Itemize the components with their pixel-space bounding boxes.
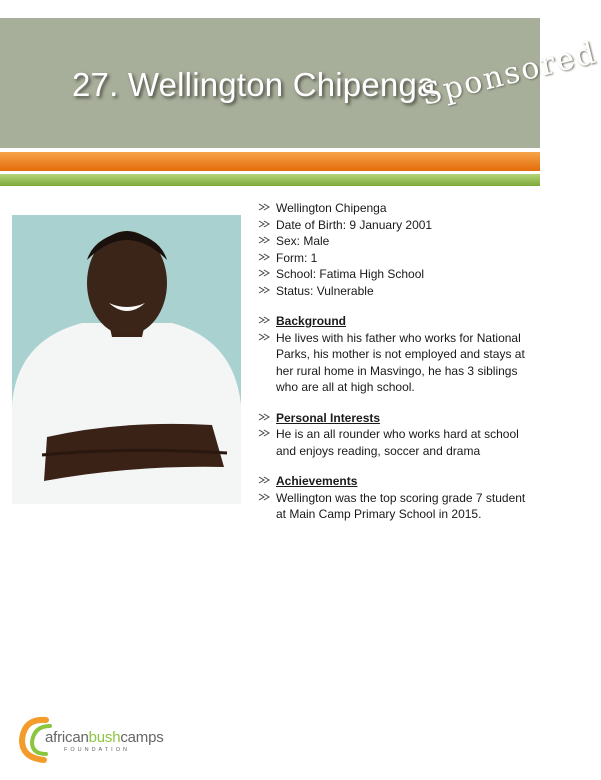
arrow-bullet-icon bbox=[258, 427, 270, 439]
list-item bbox=[258, 490, 530, 523]
arrow-bullet-icon bbox=[258, 474, 270, 486]
arrow-bullet-icon bbox=[258, 267, 270, 279]
list-item bbox=[258, 250, 530, 267]
school: School: Fatima High School bbox=[276, 267, 425, 281]
list-item bbox=[258, 426, 530, 459]
list-item bbox=[258, 410, 530, 427]
student-name: Wellington Chipenga bbox=[276, 201, 387, 215]
foundation-logo bbox=[16, 712, 176, 762]
list-item bbox=[258, 283, 530, 300]
sponsored-stamp: Sponsored bbox=[417, 35, 601, 113]
logo-subtitle: FOUNDATION bbox=[64, 747, 130, 753]
arrow-bullet-icon bbox=[258, 251, 270, 263]
background-heading: Background bbox=[276, 314, 347, 328]
arrow-bullet-icon bbox=[258, 491, 270, 503]
interests-text: He is an all rounder who works hard at school and enjoys reading, soccer and drama bbox=[276, 427, 519, 458]
list-item bbox=[258, 200, 530, 217]
arrow-bullet-icon bbox=[258, 234, 270, 246]
sex: Sex: Male bbox=[276, 234, 330, 248]
page-title: 27. Wellington Chipenga bbox=[72, 66, 436, 103]
form: Form: 1 bbox=[276, 250, 318, 265]
status: Status: Vulnerable bbox=[276, 283, 374, 298]
arrow-bullet-icon bbox=[258, 331, 270, 343]
list-item bbox=[258, 313, 530, 330]
interests-heading: Personal Interests bbox=[276, 410, 381, 425]
list-item bbox=[258, 266, 530, 283]
arrow-bullet-icon bbox=[258, 411, 270, 423]
arrow-bullet-icon bbox=[258, 314, 270, 326]
arrow-bullet-icon bbox=[258, 284, 270, 296]
student-photo bbox=[12, 215, 241, 504]
list-item bbox=[258, 233, 530, 250]
green-stripe bbox=[0, 174, 540, 186]
arrow-bullet-icon bbox=[258, 218, 270, 230]
profile-details bbox=[258, 200, 530, 523]
list-item bbox=[258, 330, 530, 396]
achievements-text: Wellington was the top scoring grade 7 student at Main Camp Primary School in 2015. bbox=[276, 490, 526, 521]
date-of-birth: Date of Birth: 9 January 2001 bbox=[276, 217, 433, 232]
arrow-bullet-icon bbox=[258, 201, 270, 213]
orange-stripe bbox=[0, 152, 540, 171]
list-item bbox=[258, 217, 530, 234]
achievements-heading: Achievements bbox=[276, 474, 358, 488]
list-item bbox=[258, 473, 530, 490]
logo-wordmark: africanbushcamps bbox=[45, 729, 164, 746]
background-text: He lives with his father who works for National Parks, his mother is not employed and stays at her rural home in Masvingo, he has 3 siblings who are all at high school. bbox=[276, 330, 525, 394]
